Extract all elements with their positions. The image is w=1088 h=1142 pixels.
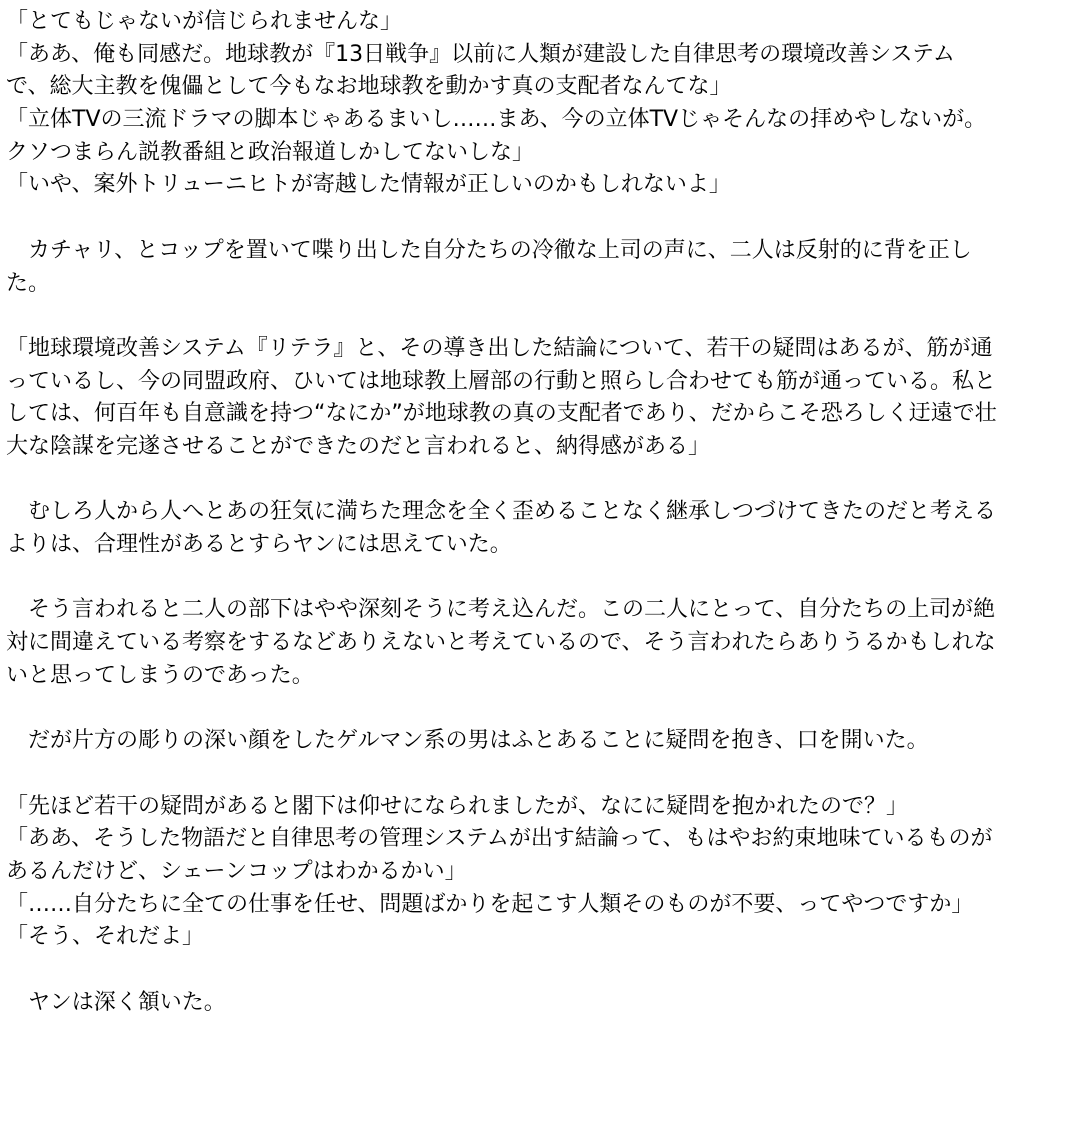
text-line: 「先ほど若干の疑問があると閣下は仰せになられましたが、なにに疑問を抱かれたので？」 <box>6 793 909 819</box>
blank-line <box>6 758 1084 791</box>
document-text <box>6 6 1084 1019</box>
blank-line <box>6 300 1084 333</box>
text-line: 「……自分たちに全ての仕事を任せ、問題ばかりを起こす人類そのものが不要、ってやつですか」 <box>6 891 974 917</box>
text-line: 「地球環境改善システム『リテラ』と、その導き出した結論について、若干の疑問はあるが、筋が通 <box>6 335 993 361</box>
text-line: 「いや、案外トリューニヒトが寄越した情報が正しいのかもしれないよ」 <box>6 172 731 198</box>
text-line: しては、何百年も自意識を持つ“なにか”が地球教の真の支配者であり、だからこそ恐ろしく迂遠で壮 <box>6 401 997 427</box>
blank-line <box>6 562 1084 595</box>
text-line: 「とてもじゃないが信じられませんな」 <box>6 9 403 34</box>
text-line: っているし、今の同盟政府、ひいては地球教上層部の行動と照らし合わせても筋が通っている。私と <box>6 368 997 394</box>
blank-line <box>6 692 1084 725</box>
text-line: で、総大主教を傀儡として今もなお地球教を動かす真の支配者なんてな」 <box>6 74 732 100</box>
text-line: いと思ってしまうのであった。 <box>6 662 314 688</box>
text-line: あるんだけど、シェーンコップはわかるかい」 <box>6 858 467 884</box>
text-line: た。 <box>6 270 51 296</box>
text-line: 「ああ、そうした物語だと自律思考の管理システムが出す結論って、もはやお約束地味ているものが <box>6 826 993 852</box>
text-line: 「ああ、俺も同感だ。地球教が『13日戦争』以前に人類が建設した自律思考の環境改善システム <box>6 41 955 67</box>
text-line: そう言われると二人の部下はやや深刻そうに考え込んだ。この二人にとって、自分たちの上司が絶 <box>6 597 996 623</box>
text-line: だが片方の彫りの深い顔をしたゲルマン系の男はふとあることに疑問を抱き、口を開いた。 <box>6 728 929 754</box>
text-line: ヤンは深く頷いた。 <box>6 989 226 1015</box>
blank-line <box>6 954 1084 987</box>
text-line: むしろ人から人へとあの狂気に満ちた理念を全く歪めることなく継承しつづけてきたのだと考える <box>6 499 997 525</box>
text-line: 「そう、それだよ」 <box>6 924 205 950</box>
blank-line <box>6 464 1084 497</box>
text-line: クソつまらん説教番組と政治報道しかしてないしな」 <box>6 139 535 165</box>
text-line: 対に間違えている考察をするなどありえないと考えているので、そう言われたらありうるかもしれな <box>6 630 996 656</box>
blank-line <box>6 202 1084 235</box>
text-line: 大な陰謀を完遂させることができたのだと言われると、納得感がある」 <box>6 433 711 459</box>
text-line: 「立体TVの三流ドラマの脚本じゃあるまいし……まあ、今の立体TVじゃそんなの拝めやしないが。 <box>6 107 987 133</box>
text-line: よりは、合理性があるとすらヤンには思えていた。 <box>6 532 512 557</box>
text-line: カチャリ、とコップを置いて喋り出した自分たちの冷徹な上司の声に、二人は反射的に背を正し <box>6 237 972 263</box>
